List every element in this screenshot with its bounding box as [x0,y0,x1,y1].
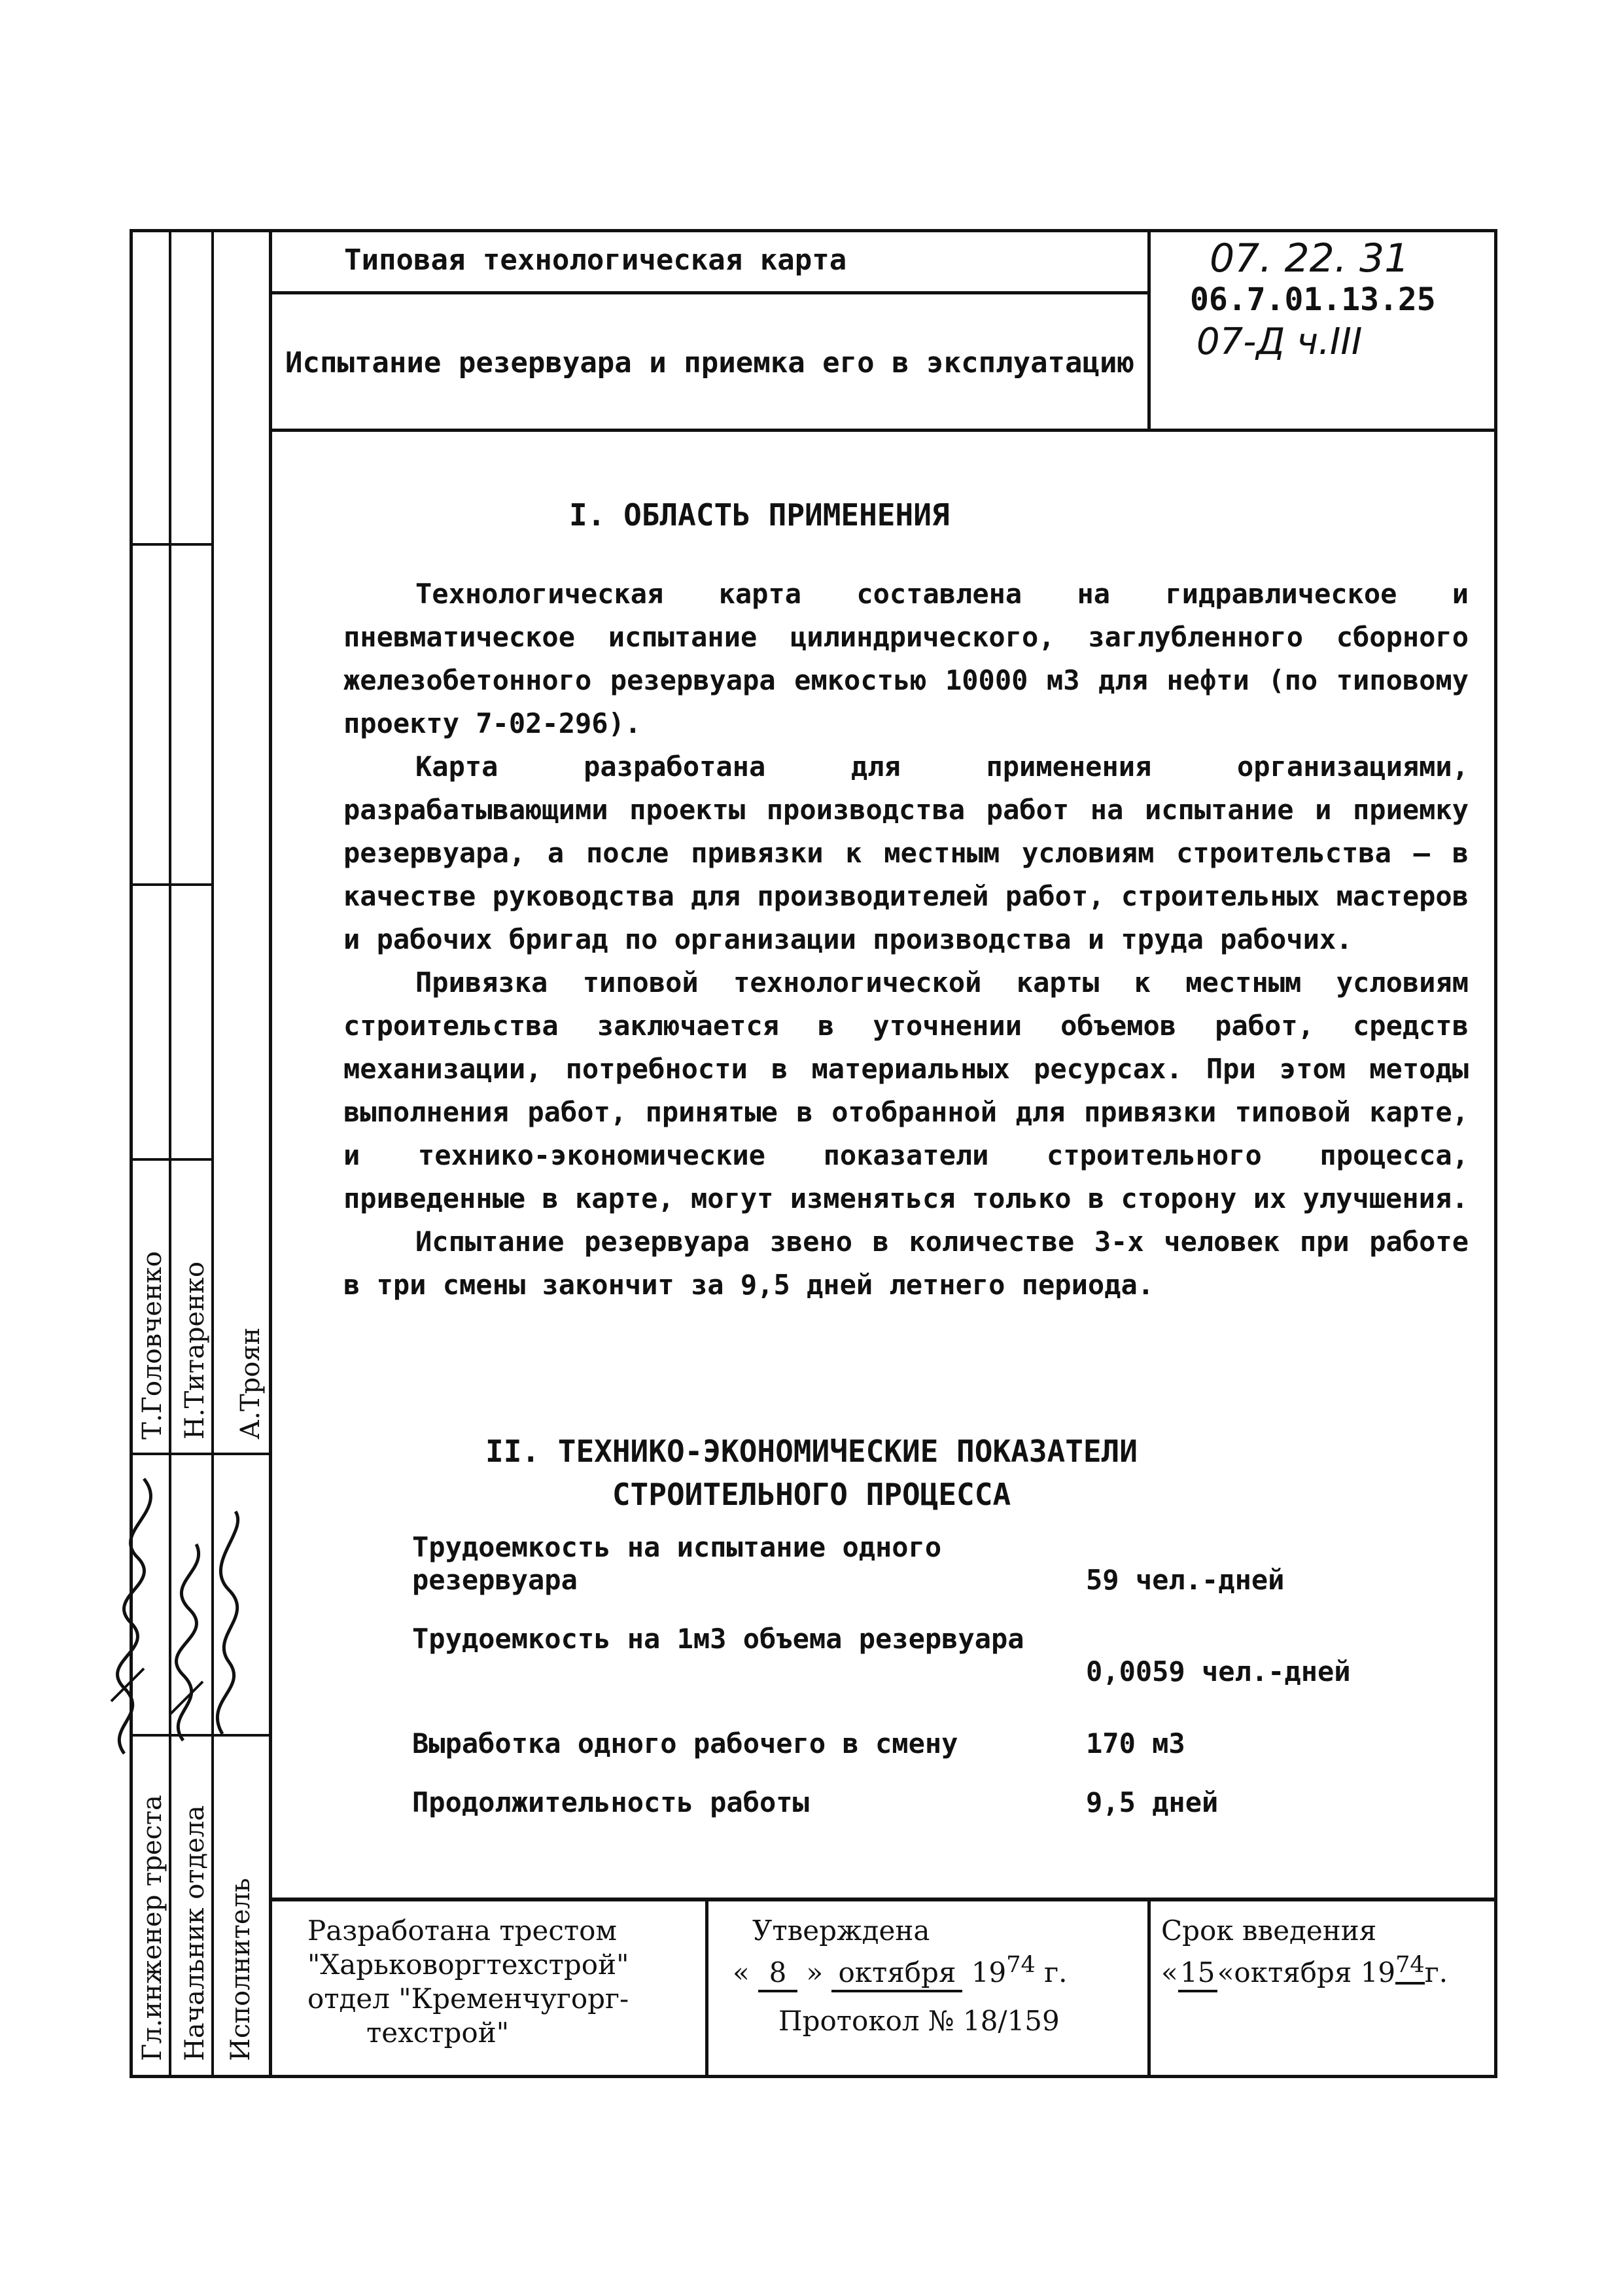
paragraph: Карта разработана для применения организациями, разрабатывающими проекты производства работ на испытание и приемку резервуара, а после привязки к местным условиям строительства – в качестве руководства для производителей работ, строительных мастеров и рабочих бригад по организации производства и труда рабочих. [343,751,1469,955]
developer-line: техстрой" [366,2017,510,2049]
approval-block [733,1914,1138,2038]
indicator-value: 59 чел.-дней [1086,1564,1285,1596]
stamp-divider [169,543,211,546]
developer-block [307,1914,629,2050]
paragraph: Технологическая карта составлена на гидравлическое и пневматическое испытание цилиндрического, заглубленного сборного железобетонного резервуара емкостью 10000 м3 для нефти (по типовому проекту 7-02-296). [343,578,1469,739]
indicator-label: Трудоемкость на испытание одного резервуара [412,1531,942,1596]
header-divider [272,429,1497,432]
effective-year-suffix: 74 [1395,1948,1425,1985]
stamp-name: Т.Головченко [137,1251,167,1439]
indicator-value: 0,0059 чел.-дней [1086,1655,1351,1687]
approved-year-suffix: 74 [1006,1952,1036,1978]
effective-date: «15«октября $19^{74}г$. [1161,1948,1495,1992]
footer-divider [1147,1898,1151,2078]
stamp-divider [169,229,171,2078]
stamp-divider [130,1158,169,1161]
footer-divider [272,1898,1497,1901]
approval-date: « 8 » октября $19^{74}$ г. [733,1948,1138,1992]
developer-line: "Харьковоргтехстрой" [307,1949,629,1981]
effective-year-prefix: 19 [1360,1956,1396,1988]
document-code-box [1147,229,1497,432]
effective-date-block [1161,1914,1495,1992]
effective-day: 15 [1178,1956,1217,1992]
approved-year-prefix: 19 [971,1956,1007,1988]
indicator-label: Выработка одного рабочего в смену [412,1727,958,1759]
section-heading: I. ОБЛАСТЬ ПРИМЕНЕНИЯ [569,497,950,533]
paragraph: Испытание резервуара звено в количестве 3-х человек при работе в три смены закончит за 9,5 дней летнего периода. [343,1226,1469,1301]
document-type: Типовая технологическая карта [272,229,1147,294]
stamp-divider [169,883,211,886]
handwritten-code: 07. 22. 31 [1210,236,1410,281]
stamp-role: Начальник отдела [180,1805,210,2061]
approved-label: Утверждена [752,1915,930,1947]
developer-line: отдел "Кременчугорг- [307,1983,629,2015]
protocol-number: Протокол № 18/159 [778,2005,1060,2037]
handwritten-code: 07-Д ч.III [1196,321,1363,363]
effective-label: Срок введения [1161,1915,1377,1947]
indicator-value: 9,5 дней [1086,1786,1219,1818]
developer-line: Разработана трестом [307,1915,618,1947]
stamp-role: Исполнитель [226,1878,256,2061]
stamp-divider [211,229,214,2078]
stamp-divider [130,883,169,886]
paragraph: Привязка типовой технологической карты к местным условиям строительства заключается в уточнении объемов работ, средств механизации, потребности в материальных ресурсах. При этом методы выполнения работ, принятые в отобранной для привязки типовой карте, и технико-экономические показатели строительного процесса, приведенные в карте, могут изменяться только в сторону их улучшения. [343,966,1469,1214]
approved-day: 8 [758,1956,797,1992]
section-body [343,573,1469,1307]
indicator-label: Трудоемкость на 1м3 объема резервуара [412,1623,1024,1655]
indicator-label: Продолжительность работы [412,1786,809,1818]
stamp-name: А.Троян [236,1327,266,1439]
approved-year-unit: г. [1044,1956,1068,1988]
footer-divider [705,1898,708,2078]
effective-month: октября [1234,1956,1352,1988]
section-heading: II. ТЕХНИКО-ЭКОНОМИЧЕСКИЕ ПОКАЗАТЕЛИ [485,1434,1138,1469]
section-heading: СТРОИТЕЛЬНОГО ПРОЦЕССА [612,1477,1011,1512]
indicator-value: 170 м3 [1086,1727,1185,1759]
document-code: 06.7.01.13.25 [1190,281,1436,318]
stamp-divider [130,543,169,546]
approved-month: октября [831,1956,962,1992]
stamp-divider [169,1158,211,1161]
effective-year-unit: г. [1424,1956,1448,1988]
stamp-name: Н.Титаренко [180,1262,210,1439]
document-title: Испытание резервуара и приемка его в эксплуатацию [285,346,1135,380]
stamp-role: Гл.инженер треста [137,1795,167,2061]
